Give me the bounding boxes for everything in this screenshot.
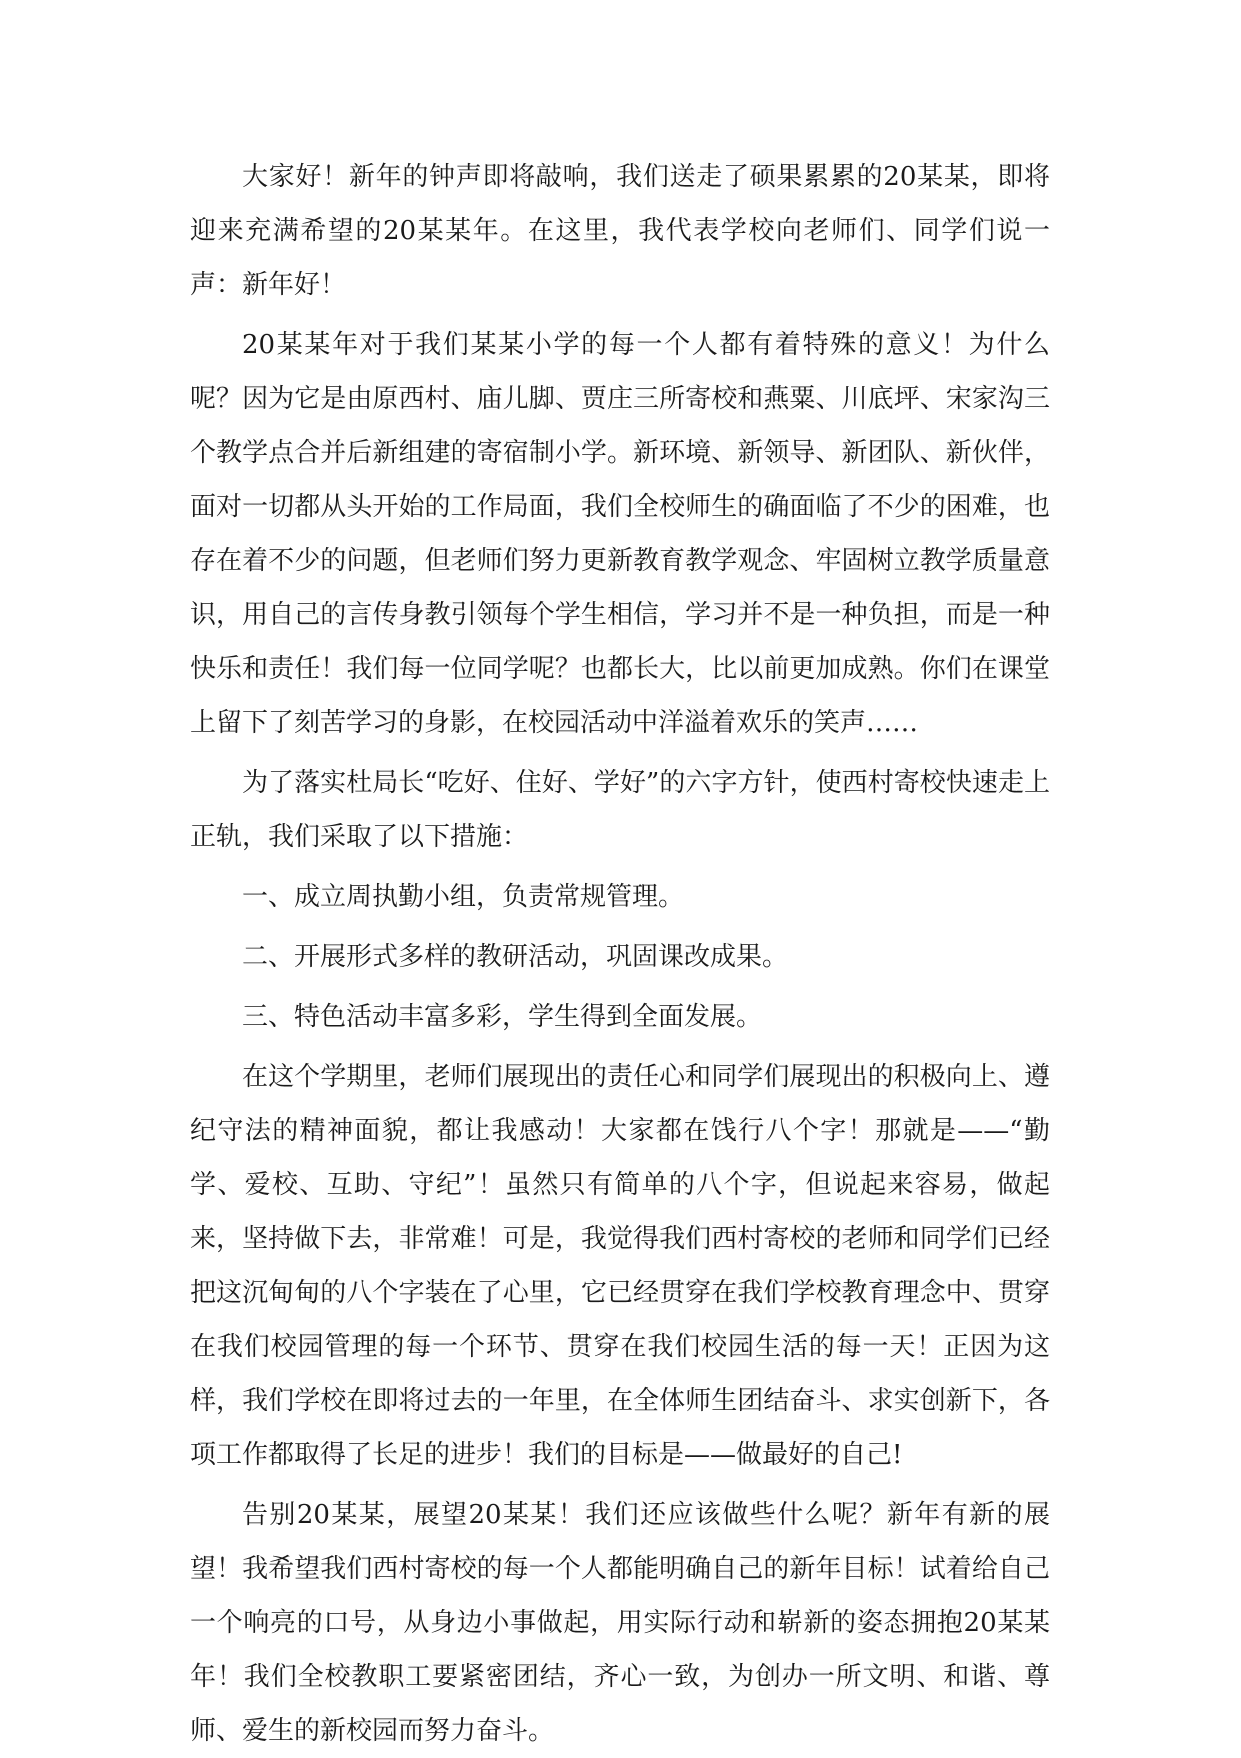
paragraph-school-background: 20某某年对于我们某某小学的每一个人都有着特殊的意义！为什么呢？因为它是由原西村、庙儿脚、贾庄三所寄校和燕粟、川底坪、宋家沟三个教学点合并后新组建的寄宿制小学。新环境、新领导、新团队、新伙伴，面对一切都从头开始的工作局面，我们全校师生的确面临了不少的困难，也存在着不少的问题，但老师们努力更新教育教学观念、牢固树立教学质量意识，用自己的言传身教引领每个学生相信，学习并不是一种负担，而是一种快乐和责任！我们每一位同学呢？也都长大，比以前更加成熟。你们在课堂上留下了刻苦学习的身影，在校园活动中洋溢着欢乐的笑声…… <box>190 330 1050 738</box>
paragraph-semester-review: 在这个学期里，老师们展现出的责任心和同学们展现出的积极向上、遵纪守法的精神面貌，都让我感动！大家都在饯行八个字！那就是——“勤学、爱校、互助、守纪”！虽然只有简单的八个字，但说起来容易，做起来，坚持做下去，非常难！可是，我觉得我们西村寄校的老师和同学们已经把这沉甸甸的八个字装在了心里，它已经贯穿在我们学校教育理念中、贯穿在我们校园管理的每一个环节、贯穿在我们校园生活的每一天！正因为这样，我们学校在即将过去的一年里，在全体师生团结奋斗、求实创新下，各项工作都取得了长足的进步！我们的目标是——做最好的自己! <box>190 1062 1050 1470</box>
document-body <box>190 150 1050 1758</box>
paragraph-new-year-outlook: 告别20某某，展望20某某！我们还应该做些什么呢？新年有新的展望！我希望我们西村寄校的每一个人都能明确自己的新年目标！试着给自己一个响亮的口号，从身边小事做起，用实际行动和崭新的姿态拥抱20某某年！我们全校教职工要紧密团结，齐心一致，为创办一所文明、和谐、尊师、爱生的新校园而努力奋斗。 <box>190 1500 1050 1746</box>
paragraph-greeting: 大家好！新年的钟声即将敲响，我们送走了硕果累累的20某某，即将迎来充满希望的20某某年。在这里，我代表学校向老师们、同学们说一声：新年好！ <box>190 162 1050 300</box>
paragraph-measure-1: 一、成立周执勤小组，负责常规管理。 <box>242 882 685 912</box>
paragraph-measure-3: 三、特色活动丰富多彩，学生得到全面发展。 <box>242 1002 763 1032</box>
paragraph-measure-2: 二、开展形式多样的教研活动，巩固课改成果。 <box>242 942 789 972</box>
paragraph-measures-intro: 为了落实杜局长“吃好、住好、学好”的六字方针，使西村寄校快速走上正轨，我们采取了以下措施： <box>190 768 1050 852</box>
